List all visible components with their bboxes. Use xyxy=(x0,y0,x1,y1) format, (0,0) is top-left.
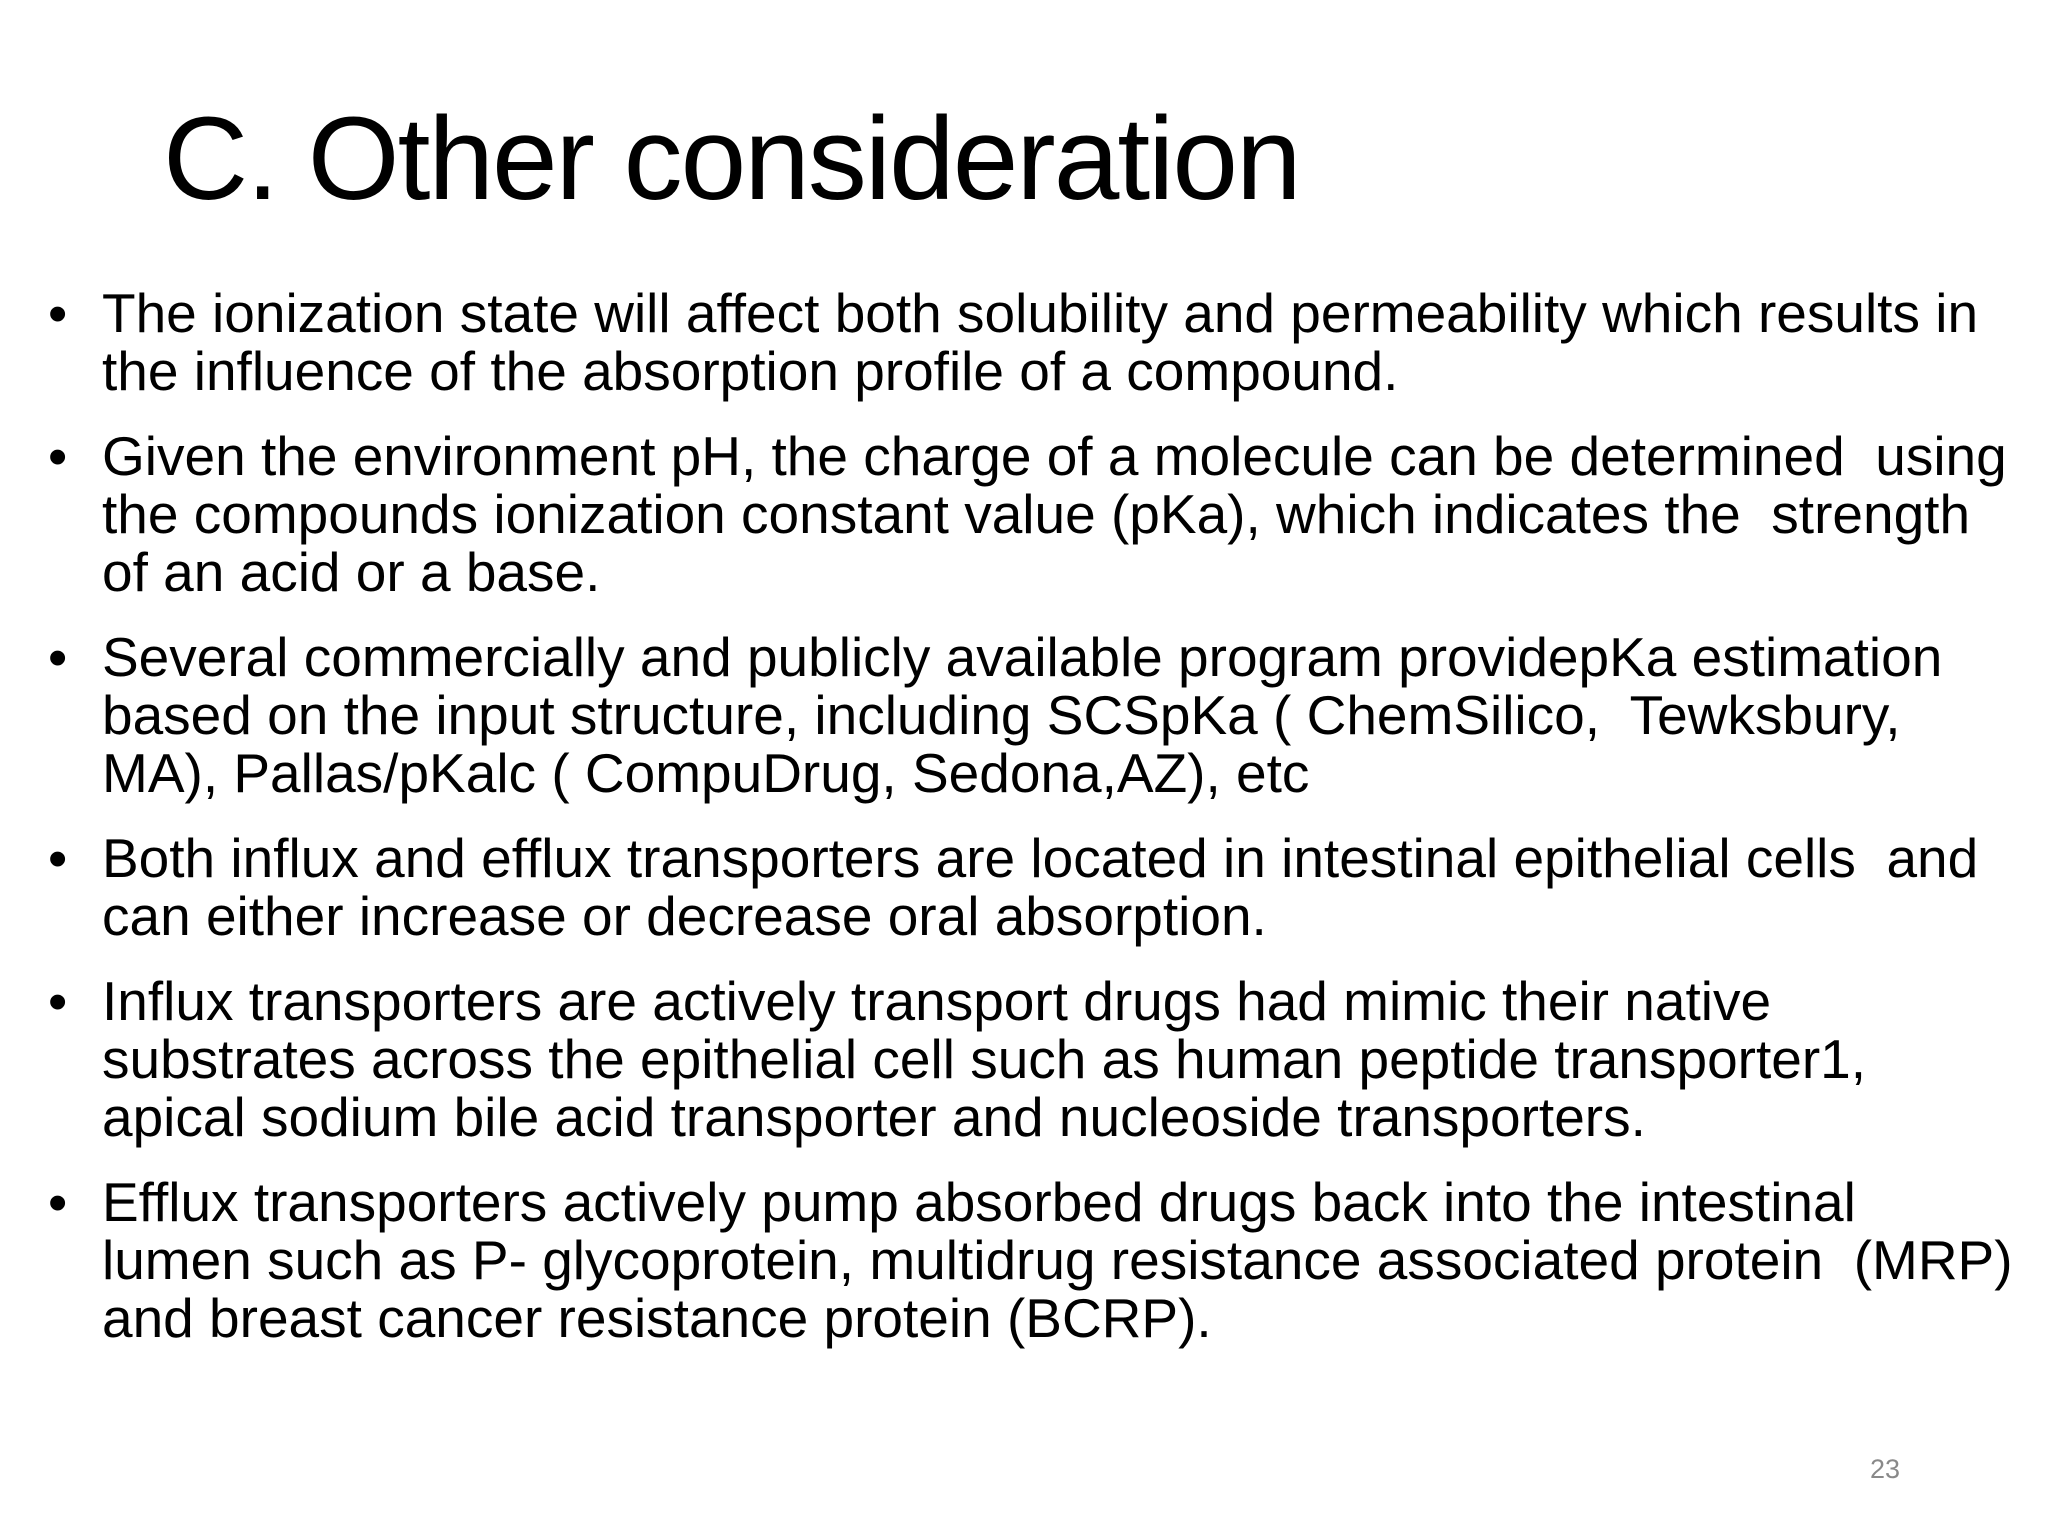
bullet-dot-icon: • xyxy=(48,425,68,487)
bullet-text: The ionization state will affect both solubility and permeability which results in the influence of the absorption profile of a compound. xyxy=(102,282,1994,402)
bullet-item xyxy=(40,427,2030,601)
slide-title: C. Other consideration xyxy=(163,93,1300,225)
bullet-item xyxy=(40,972,2030,1146)
bullet-text: Both influx and efflux transporters are located in intestinal epithelial cells and can either increase or decrease oral absorption. xyxy=(102,827,1994,947)
bullet-text: Given the environment pH, the charge of a molecule can be determined using the compounds ionization constant value (pKa), which indicates the strength of an acid or a base. xyxy=(102,425,2023,603)
slide-number: 23 xyxy=(1869,1454,1900,1484)
bullet-item xyxy=(40,284,2030,400)
bullet-text: Influx transporters are actively transport drugs had mimic their native substrates across the epithelial cell such as human peptide transporter1, apical sodium bile acid transporter and nucleoside transporters. xyxy=(102,970,1897,1148)
bullet-dot-icon: • xyxy=(48,827,68,889)
bullet-dot-icon: • xyxy=(48,1171,68,1233)
bullet-item xyxy=(40,1173,2030,1347)
bullet-dot-icon: • xyxy=(48,282,68,344)
bullet-list xyxy=(40,284,2030,1374)
bullet-dot-icon: • xyxy=(48,970,68,1032)
bullet-item xyxy=(40,628,2030,802)
bullet-text: Several commercially and publicly available program providepKa estimation based on the input structure, including SCSpKa ( ChemSilico, Tewksbury, MA), Pallas/pKalc ( CompuDrug, Sedona,AZ), etc xyxy=(102,626,1958,804)
bullet-dot-icon: • xyxy=(48,626,68,688)
bullet-item xyxy=(40,829,2030,945)
bullet-text: Efflux transporters actively pump absorbed drugs back into the intestinal lumen such as P- glycoprotein, multidrug resistance associated protein (MRP) and breast cancer resistance protein (BCRP). xyxy=(102,1171,2028,1349)
